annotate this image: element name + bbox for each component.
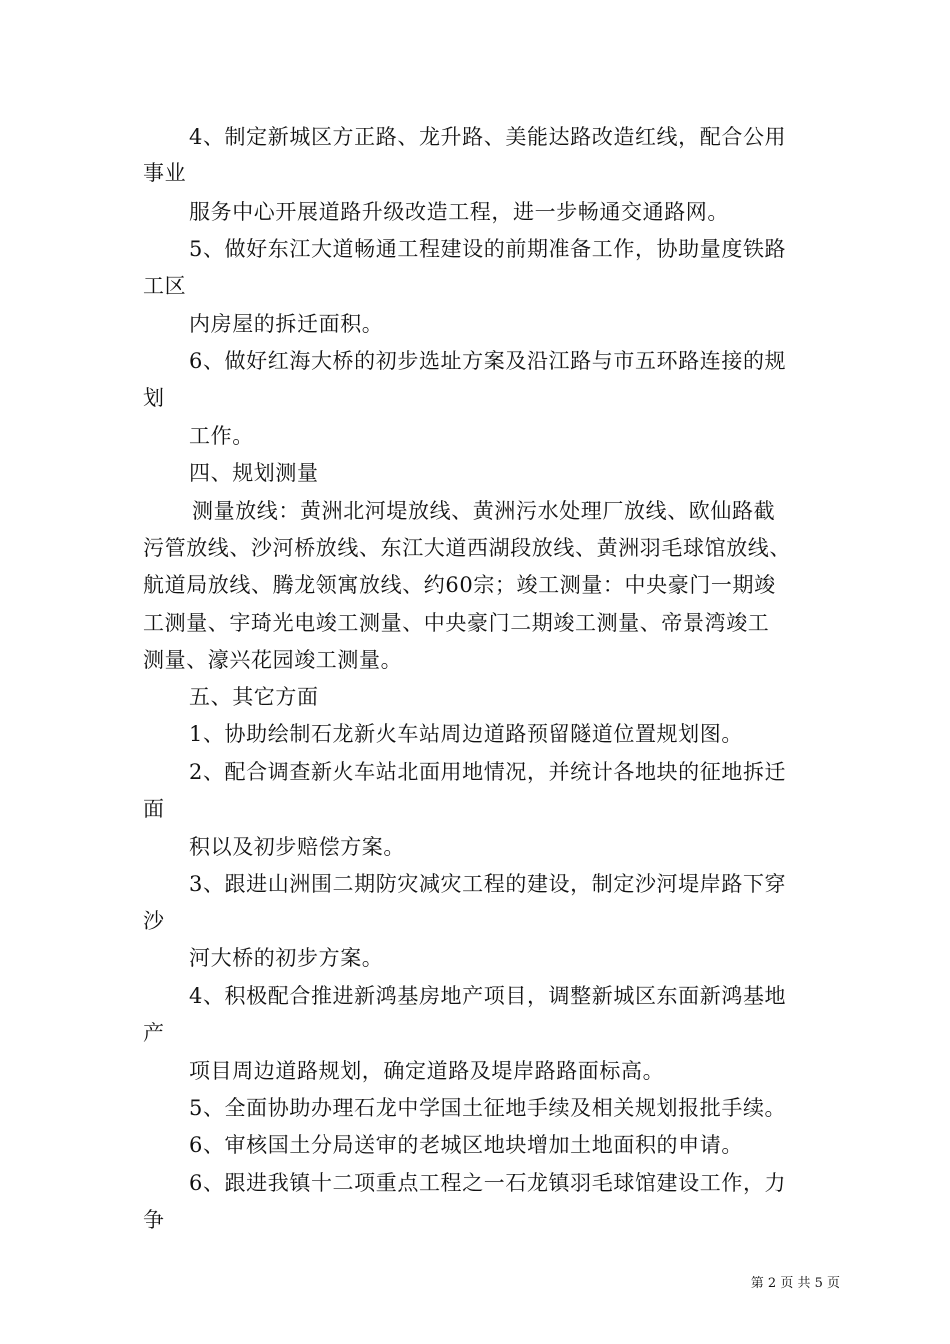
text-line: 测量、濠兴花园竣工测量。 xyxy=(143,648,403,672)
text-line: 面 xyxy=(143,797,165,821)
text-line: 工作。 xyxy=(189,424,254,448)
text-line: 3、跟进山洲围二期防灾减灾工程的建设，制定沙河堤岸路下穿 xyxy=(189,872,787,896)
text-line: 河大桥的初步方案。 xyxy=(189,946,384,970)
text-line: 产 xyxy=(143,1021,165,1045)
text-line: 沙 xyxy=(143,909,165,933)
text-line: 6、做好红海大桥的初步选址方案及沿江路与市五环路连接的规 xyxy=(189,349,787,373)
text-line: 事业 xyxy=(143,161,187,185)
text-line: 2、配合调查新火车站北面用地情况，并统计各地块的征地拆迁 xyxy=(189,760,787,784)
text-line: 5、全面协助办理石龙中学国土征地手续及相关规划报批手续。 xyxy=(189,1096,787,1120)
text-line: 4、积极配合推进新鸿基房地产项目，调整新城区东面新鸿基地 xyxy=(189,984,787,1008)
text-line: 测量放线：黄洲北河堤放线、黄洲污水处理厂放线、欧仙路截 xyxy=(192,499,776,523)
text-line: 争 xyxy=(143,1208,165,1232)
text-line: 内房屋的拆迁面积。 xyxy=(189,312,384,336)
text-line: 污管放线、沙河桥放线、东江大道西湖段放线、黄洲羽毛球馆放线、 xyxy=(143,536,791,560)
text-line: 4、制定新城区方正路、龙升路、美能达路改造红线，配合公用 xyxy=(189,125,787,149)
page-number: 第 2 页 共 5 页 xyxy=(750,1276,840,1291)
text-line: 6、跟进我镇十二项重点工程之一石龙镇羽毛球馆建设工作，力 xyxy=(189,1171,787,1195)
text-line: 积以及初步赔偿方案。 xyxy=(189,835,405,859)
text-line: 6、审核国土分局送审的老城区地块增加土地面积的申请。 xyxy=(189,1133,743,1157)
section-heading: 四、规划测量 xyxy=(189,461,319,485)
section-heading: 五、其它方面 xyxy=(189,685,319,709)
text-line: 划 xyxy=(143,386,165,410)
text-line: 工区 xyxy=(143,274,187,298)
text-line: 服务中心开展道路升级改造工程，进一步畅通交通路网。 xyxy=(189,200,729,224)
text-line: 项目周边道路规划，确定道路及堤岸路路面标高。 xyxy=(189,1059,665,1083)
text-line: 工测量、宇琦光电竣工测量、中央豪门二期竣工测量、帝景湾竣工 xyxy=(143,611,770,635)
text-line: 航道局放线、腾龙领寓放线、约60宗；竣工测量：中央豪门一期竣 xyxy=(143,573,776,597)
text-line: 1、协助绘制石龙新火车站周边道路预留隧道位置规划图。 xyxy=(189,722,743,746)
text-line: 5、做好东江大道畅通工程建设的前期准备工作，协助量度铁路 xyxy=(189,237,787,261)
